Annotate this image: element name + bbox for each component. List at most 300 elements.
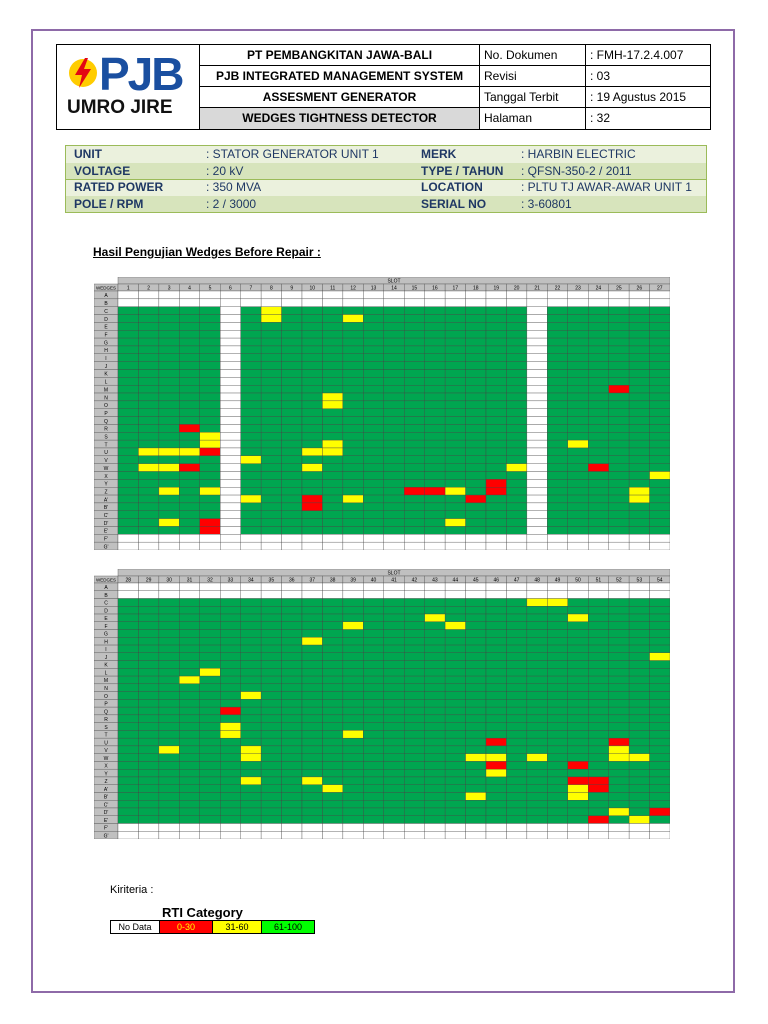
meta-label: Revisi xyxy=(480,66,586,87)
info-key: VOLTAGE xyxy=(74,163,131,178)
wedge-cell xyxy=(138,369,158,377)
wedge-cell xyxy=(404,676,424,684)
wedge-cell xyxy=(138,599,158,607)
wedge-cell xyxy=(547,448,567,456)
wedge-row-label: U xyxy=(104,450,108,457)
wedge-cell xyxy=(568,448,588,456)
wedge-cell xyxy=(200,409,220,417)
wedge-cell xyxy=(650,401,670,409)
wedge-cell xyxy=(527,661,547,669)
wedge-cell xyxy=(384,645,404,653)
wedge-cell xyxy=(466,338,486,346)
wedge-cell xyxy=(425,614,445,622)
wedge-cell xyxy=(220,792,240,800)
wedge-cell xyxy=(527,715,547,723)
wedge-cell xyxy=(466,440,486,448)
wedge-cell xyxy=(445,495,465,503)
wedge-row-label: O xyxy=(104,403,108,410)
wedge-cell xyxy=(200,800,220,808)
wedge-cell xyxy=(118,676,138,684)
wedge-cell xyxy=(322,777,342,785)
wedge-cell xyxy=(322,622,342,630)
wedge-cell xyxy=(629,479,649,487)
wedge-cell xyxy=(282,622,302,630)
wedge-cell xyxy=(650,630,670,638)
wedge-cell xyxy=(261,692,281,700)
wedge-cell xyxy=(138,823,158,831)
wedge-cell xyxy=(282,448,302,456)
info-value: : 350 MVA xyxy=(206,180,262,194)
wedge-cell xyxy=(404,393,424,401)
wedge-cell xyxy=(384,723,404,731)
wedge-cell xyxy=(179,823,199,831)
wedge-cell xyxy=(363,676,383,684)
wedge-cell xyxy=(588,330,608,338)
wedge-cell xyxy=(220,723,240,731)
wedge-cell xyxy=(282,464,302,472)
wedge-cell xyxy=(241,338,261,346)
wedge-row-label: G xyxy=(104,340,108,347)
wedge-cell xyxy=(506,599,526,607)
wedge-cell xyxy=(261,424,281,432)
wedge-cell xyxy=(220,424,240,432)
wedge-cell xyxy=(343,823,363,831)
wedge-cell xyxy=(609,761,629,769)
wedge-cell xyxy=(302,692,322,700)
wedge-cell xyxy=(466,676,486,684)
wedge-cell xyxy=(486,362,506,370)
wedge-cell xyxy=(302,307,322,315)
wedge-cell xyxy=(629,699,649,707)
wedge-cell xyxy=(363,823,383,831)
wedge-cell xyxy=(527,823,547,831)
wedge-cell xyxy=(363,785,383,793)
wedge-cell xyxy=(588,591,608,599)
wedge-cell xyxy=(363,322,383,330)
wedge-cell xyxy=(241,754,261,762)
wedge-cell xyxy=(425,417,445,425)
wedge-cell xyxy=(404,723,424,731)
wedge-cell xyxy=(588,622,608,630)
wedge-cell xyxy=(343,291,363,299)
wedge-cell xyxy=(527,464,547,472)
wedge-cell xyxy=(118,761,138,769)
wedge-cell xyxy=(384,354,404,362)
wedge-cell xyxy=(241,808,261,816)
wedge-cell xyxy=(466,417,486,425)
wedge-cell xyxy=(302,699,322,707)
wedge-cell xyxy=(650,831,670,839)
wedge-cell xyxy=(384,591,404,599)
wedge-cell xyxy=(404,661,424,669)
wedge-cell xyxy=(425,637,445,645)
wedge-cell xyxy=(404,692,424,700)
wedge-cell xyxy=(650,769,670,777)
wedge-cell xyxy=(322,534,342,542)
wedge-cell xyxy=(609,668,629,676)
wedge-cell xyxy=(118,322,138,330)
wedge-cell xyxy=(200,307,220,315)
wedge-row-label: K xyxy=(104,662,108,669)
wedge-cell xyxy=(650,479,670,487)
wedge-cell xyxy=(650,519,670,527)
wedge-cell xyxy=(363,448,383,456)
wedge-cell xyxy=(343,495,363,503)
wedge-cell xyxy=(241,479,261,487)
wedge-cell xyxy=(179,730,199,738)
slot-number: 18 xyxy=(472,285,479,292)
wedge-cell xyxy=(343,761,363,769)
wedge-cell xyxy=(650,792,670,800)
wedge-cell xyxy=(547,291,567,299)
wedge-cell xyxy=(138,519,158,527)
wedge-cell xyxy=(588,511,608,519)
wedge-cell xyxy=(302,707,322,715)
wedge-cell xyxy=(650,800,670,808)
wedge-cell xyxy=(220,526,240,534)
wedge-cell xyxy=(159,591,179,599)
wedge-cell xyxy=(609,338,629,346)
wedge-cell xyxy=(650,432,670,440)
wedge-cell xyxy=(506,440,526,448)
wedge-cell xyxy=(527,487,547,495)
wedge-cell xyxy=(425,777,445,785)
wedge-cell xyxy=(282,393,302,401)
wedge-cell xyxy=(282,369,302,377)
slot-number: 46 xyxy=(493,577,500,584)
wedge-cell xyxy=(200,715,220,723)
wedge-cell xyxy=(445,614,465,622)
wedge-cell xyxy=(282,479,302,487)
wedge-cell xyxy=(629,472,649,480)
wedge-cell xyxy=(609,432,629,440)
wedge-cell xyxy=(547,630,567,638)
wedge-cell xyxy=(363,385,383,393)
wedge-cell xyxy=(118,831,138,839)
slot-number: 52 xyxy=(616,577,622,584)
wedge-cell xyxy=(282,401,302,409)
wedge-cell xyxy=(282,661,302,669)
wedge-cell xyxy=(241,526,261,534)
wedge-cell xyxy=(445,299,465,307)
wedge-cell xyxy=(179,472,199,480)
wedge-cell xyxy=(486,606,506,614)
wedge-cell xyxy=(425,330,445,338)
wedge-cell xyxy=(282,606,302,614)
wedge-cell xyxy=(384,307,404,315)
wedge-cell xyxy=(322,424,342,432)
wedge-cell xyxy=(200,645,220,653)
wedge-cell xyxy=(629,746,649,754)
wedge-cell xyxy=(425,424,445,432)
wedge-cell xyxy=(425,707,445,715)
wedge-cell xyxy=(506,808,526,816)
wedge-cell xyxy=(343,591,363,599)
wedge-cell xyxy=(609,599,629,607)
wedge-cell xyxy=(425,487,445,495)
wedge-row-label: H xyxy=(104,348,108,355)
wedge-cell xyxy=(179,417,199,425)
wedge-cell xyxy=(588,526,608,534)
wedge-cell xyxy=(466,761,486,769)
wedge-cell xyxy=(363,831,383,839)
wedge-cell xyxy=(527,777,547,785)
wedge-row-label: B xyxy=(104,301,108,308)
wedge-cell xyxy=(466,816,486,824)
wedge-cell xyxy=(404,630,424,638)
wedge-cell xyxy=(445,676,465,684)
wedge-cell xyxy=(506,754,526,762)
wedge-cell xyxy=(568,823,588,831)
wedge-cell xyxy=(486,495,506,503)
wedge-cell xyxy=(118,393,138,401)
wedge-cell xyxy=(343,526,363,534)
wedge-cell xyxy=(404,519,424,527)
wedge-cell xyxy=(302,785,322,793)
wedge-cell xyxy=(261,385,281,393)
wedge-cell xyxy=(220,831,240,839)
wedge-cell xyxy=(506,401,526,409)
wedge-cell xyxy=(568,668,588,676)
wedge-cell xyxy=(159,668,179,676)
wedge-cell xyxy=(425,692,445,700)
wedge-cell xyxy=(506,692,526,700)
wedge-cell xyxy=(568,338,588,346)
wedge-cell xyxy=(486,346,506,354)
wedge-cell xyxy=(363,534,383,542)
wedge-cell xyxy=(322,761,342,769)
wedge-cell xyxy=(220,777,240,785)
wedge-cell xyxy=(282,542,302,550)
wedge-cell xyxy=(179,369,199,377)
wedge-cell xyxy=(159,424,179,432)
wedge-cell xyxy=(506,676,526,684)
wedge-cell xyxy=(384,583,404,591)
wedge-cell xyxy=(118,495,138,503)
wedge-cell xyxy=(466,503,486,511)
generator-info-table xyxy=(65,145,707,213)
wedge-cell xyxy=(261,800,281,808)
wedge-cell xyxy=(506,472,526,480)
wedge-cell xyxy=(404,761,424,769)
wedge-cell xyxy=(179,362,199,370)
wedge-cell xyxy=(506,542,526,550)
slot-number: 39 xyxy=(350,577,356,584)
wedge-cell xyxy=(282,307,302,315)
wedge-cell xyxy=(343,622,363,630)
wedge-cell xyxy=(322,816,342,824)
wedge-cell xyxy=(445,800,465,808)
wedge-cell xyxy=(138,487,158,495)
wedge-cell xyxy=(384,315,404,323)
wedge-cell xyxy=(486,715,506,723)
wedge-cell xyxy=(200,542,220,550)
wedge-cell xyxy=(629,831,649,839)
wedge-row-label: J xyxy=(104,363,108,370)
wedge-cell xyxy=(220,472,240,480)
wedge-cell xyxy=(179,661,199,669)
wedge-cell xyxy=(466,369,486,377)
wedge-cell xyxy=(200,738,220,746)
wedge-cell xyxy=(159,511,179,519)
wedge-cell xyxy=(506,684,526,692)
wedge-cell xyxy=(445,746,465,754)
wedge-cell xyxy=(527,808,547,816)
wedge-cell xyxy=(425,479,445,487)
wedge-cell xyxy=(118,291,138,299)
wedge-cell xyxy=(179,699,199,707)
wedge-cell xyxy=(527,785,547,793)
wedge-cell xyxy=(138,479,158,487)
wedge-cell xyxy=(527,637,547,645)
wedge-cell xyxy=(241,645,261,653)
wedge-cell xyxy=(118,606,138,614)
wedge-cell xyxy=(322,456,342,464)
wedge-cell xyxy=(302,676,322,684)
wedge-cell xyxy=(629,761,649,769)
wedge-cell xyxy=(138,661,158,669)
slot-number: 11 xyxy=(330,285,336,292)
wedge-cell xyxy=(588,487,608,495)
wedge-cell xyxy=(506,730,526,738)
wedge-cell xyxy=(179,393,199,401)
wedge-cell xyxy=(118,816,138,824)
wedge-cell xyxy=(445,699,465,707)
wedge-cell xyxy=(650,684,670,692)
wedge-cell xyxy=(220,661,240,669)
wedge-cell xyxy=(343,723,363,731)
wedge-cell xyxy=(302,668,322,676)
wedge-cell xyxy=(527,738,547,746)
wedge-cell xyxy=(138,785,158,793)
wedge-cell xyxy=(629,417,649,425)
info-value: : 20 kV xyxy=(206,163,244,178)
wedge-cell xyxy=(363,393,383,401)
wedge-cell xyxy=(384,291,404,299)
wedge-cell xyxy=(282,534,302,542)
wedge-cell xyxy=(261,785,281,793)
wedge-cell xyxy=(302,661,322,669)
wedge-cell xyxy=(609,322,629,330)
wedge-cell xyxy=(650,487,670,495)
wedge-cell xyxy=(527,369,547,377)
wedge-cell xyxy=(547,808,567,816)
wedge-cell xyxy=(466,583,486,591)
wedge-cell xyxy=(650,464,670,472)
wedge-cell xyxy=(486,472,506,480)
wedge-cell xyxy=(466,746,486,754)
wedge-cell xyxy=(486,668,506,676)
wedge-cell xyxy=(527,330,547,338)
wedge-row-label: F xyxy=(104,332,108,339)
wedge-cell xyxy=(200,583,220,591)
wedge-cell xyxy=(650,645,670,653)
meta-label: Halaman xyxy=(480,108,586,129)
wedge-cell xyxy=(200,354,220,362)
wedge-cell xyxy=(282,487,302,495)
info-value: : PLTU TJ AWAR-AWAR UNIT 1 xyxy=(521,180,692,194)
wedge-cell xyxy=(547,432,567,440)
wedge-cell xyxy=(568,464,588,472)
wedge-cell xyxy=(486,777,506,785)
wedge-cell xyxy=(138,614,158,622)
wedge-cell xyxy=(568,715,588,723)
wedge-cell xyxy=(445,409,465,417)
wedge-cell xyxy=(363,464,383,472)
wedge-cell xyxy=(282,707,302,715)
wedge-cell xyxy=(363,424,383,432)
header-title-detector: WEDGES TIGHTNESS DETECTOR xyxy=(200,108,480,129)
wedge-cell xyxy=(138,699,158,707)
wedge-cell xyxy=(445,645,465,653)
wedge-cell xyxy=(261,792,281,800)
wedge-cell xyxy=(547,299,567,307)
wedge-cell xyxy=(159,777,179,785)
wedge-cell xyxy=(302,322,322,330)
wedge-cell xyxy=(527,754,547,762)
wedge-cell xyxy=(200,684,220,692)
criteria-label: Kiriteria : xyxy=(110,884,154,896)
slot-number: 37 xyxy=(309,577,316,584)
wedge-cell xyxy=(322,346,342,354)
slot-number: 9 xyxy=(290,285,294,292)
wedge-cell xyxy=(118,715,138,723)
wedge-cell xyxy=(261,645,281,653)
wedge-cell xyxy=(220,534,240,542)
wedge-cell xyxy=(547,754,567,762)
wedge-cell xyxy=(302,800,322,808)
wedge-cell xyxy=(179,792,199,800)
slot-number: 53 xyxy=(636,577,643,584)
wedge-cell xyxy=(506,591,526,599)
wedge-cell xyxy=(547,699,567,707)
wedge-cell xyxy=(363,723,383,731)
slot-label: SLOT xyxy=(387,570,401,577)
wedge-row-label: R xyxy=(104,426,108,433)
wedge-cell xyxy=(588,377,608,385)
wedge-cell xyxy=(159,315,179,323)
wedge-cell xyxy=(261,291,281,299)
wedge-cell xyxy=(138,746,158,754)
wedge-cell xyxy=(588,393,608,401)
wedge-cell xyxy=(241,369,261,377)
slot-number: 33 xyxy=(227,577,234,584)
wedge-cell xyxy=(384,637,404,645)
wedge-cell xyxy=(609,622,629,630)
wedge-cell xyxy=(343,831,363,839)
wedge-cell xyxy=(179,291,199,299)
wedge-cell xyxy=(261,503,281,511)
wedge-cell xyxy=(138,472,158,480)
slot-number: 44 xyxy=(452,577,459,584)
wedge-cell xyxy=(609,307,629,315)
wedge-cell xyxy=(138,362,158,370)
wedge-cell xyxy=(138,354,158,362)
wedge-cell xyxy=(425,746,445,754)
wedge-cell xyxy=(547,417,567,425)
wedge-cell xyxy=(629,330,649,338)
wedge-cell xyxy=(261,606,281,614)
wedge-cell xyxy=(527,816,547,824)
wedge-cell xyxy=(261,715,281,723)
wedge-cell xyxy=(363,432,383,440)
wedge-cell xyxy=(527,479,547,487)
wedge-cell xyxy=(179,831,199,839)
wedge-cell xyxy=(445,754,465,762)
wedge-cell xyxy=(629,519,649,527)
wedge-cell xyxy=(506,487,526,495)
wedge-cell xyxy=(588,761,608,769)
